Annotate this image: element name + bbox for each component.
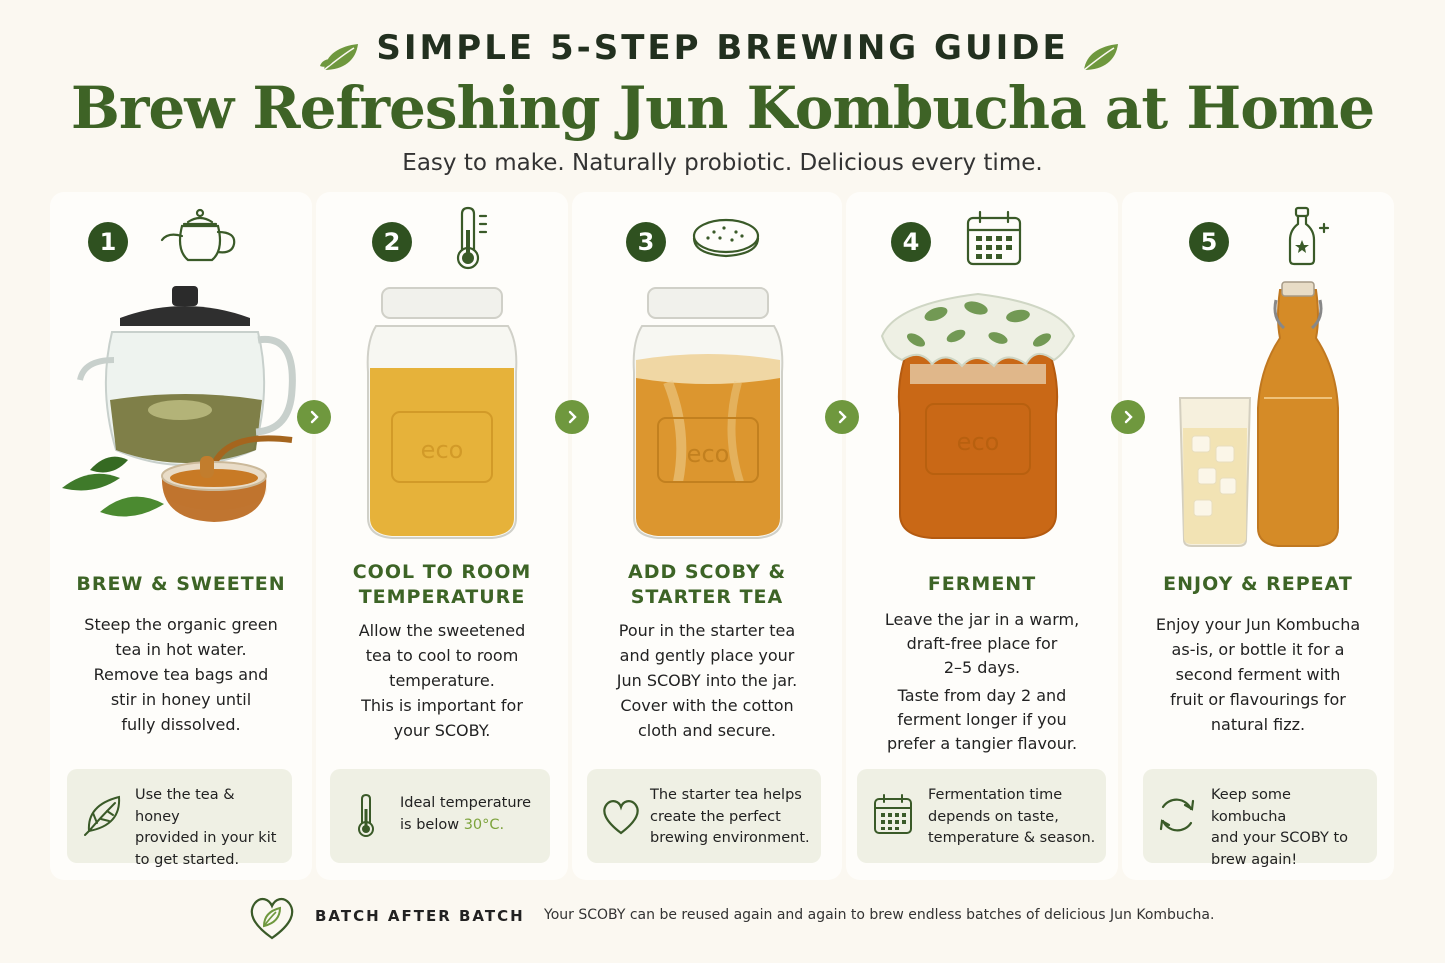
bottle-sparkle-icon bbox=[1284, 204, 1334, 266]
thermometer-icon bbox=[450, 206, 494, 270]
step-description: Leave the jar in a warm, draft-free place for 2–5 days. Taste from day 2 and ferment longer if you prefer a tangier flavour. bbox=[884, 610, 1080, 753]
glass-teapot-illustration bbox=[60, 280, 300, 540]
chevron-right-icon bbox=[825, 400, 859, 434]
tip-card bbox=[330, 769, 550, 863]
jar-with-scoby-illustration bbox=[628, 282, 788, 542]
step-title: COOL TO ROOM TEMPERATURE bbox=[352, 561, 532, 608]
leaf-icon bbox=[81, 791, 125, 839]
step-number: 2 bbox=[372, 222, 412, 262]
step-number: 3 bbox=[626, 222, 666, 262]
step-2 bbox=[316, 192, 568, 880]
step-4 bbox=[846, 192, 1118, 880]
tip-text: Ideal temperature is below 30°C. bbox=[400, 795, 532, 833]
step-5 bbox=[1122, 192, 1394, 880]
teapot-icon bbox=[158, 206, 242, 270]
tip-card bbox=[67, 769, 292, 868]
tip-card bbox=[1143, 769, 1377, 868]
tip-text: Use the tea & honey provided in your kit to get started. bbox=[135, 787, 277, 868]
jar-label: eco bbox=[420, 436, 464, 464]
step-description: Allow the sweetened tea to cool to room temperature. This is important for your SCOBY. bbox=[358, 621, 526, 740]
chevron-right-icon bbox=[1111, 400, 1145, 434]
glass-and-bottle-illustration bbox=[1176, 278, 1346, 548]
tip-card bbox=[587, 769, 821, 863]
heart-icon bbox=[599, 793, 643, 841]
step-title: FERMENT bbox=[927, 573, 1037, 595]
step-title: ADD SCOBY & STARTER TEA bbox=[627, 561, 787, 608]
header bbox=[0, 0, 1445, 190]
scoby-icon bbox=[690, 214, 762, 264]
calendar-icon bbox=[871, 791, 915, 839]
covered-fermenting-jar-illustration bbox=[876, 284, 1080, 544]
jar-label: eco bbox=[956, 428, 1000, 456]
step-description: Enjoy your Jun Kombucha as-is, or bottle it for a second ferment with fruit or flavourings for natural fizz. bbox=[1155, 615, 1361, 734]
refresh-icon bbox=[1155, 791, 1199, 839]
footer-title: BATCH AFTER BATCH bbox=[315, 907, 525, 925]
page-title: Brew Refreshing Jun Kombucha at Home bbox=[70, 74, 1375, 142]
chevron-right-icon bbox=[555, 400, 589, 434]
tip-text: Keep some kombucha and your SCOBY to brew again! bbox=[1211, 787, 1349, 868]
step-1 bbox=[50, 192, 312, 880]
step-title: BREW & SWEETEN bbox=[76, 573, 286, 595]
heart-leaf-icon bbox=[246, 892, 298, 942]
step-description: Pour in the starter tea and gently place your Jun SCOBY into the jar. Cover with the cotton cloth and secure. bbox=[616, 621, 798, 740]
thermometer-icon bbox=[344, 791, 388, 839]
step-3 bbox=[572, 192, 842, 880]
tip-text: The starter tea helps create the perfect brewing environment. bbox=[650, 787, 810, 846]
jar-label: eco bbox=[686, 440, 730, 468]
temperature-highlight: 30°C. bbox=[463, 816, 505, 833]
step-number: 4 bbox=[891, 222, 931, 262]
step-description: Steep the organic green tea in hot water. Remove tea bags and stir in honey until fully dissolved. bbox=[84, 615, 278, 734]
footer bbox=[0, 890, 1445, 950]
calendar-icon bbox=[964, 208, 1024, 268]
tip-card bbox=[857, 769, 1106, 863]
step-number: 5 bbox=[1189, 222, 1229, 262]
jar-sweetened-tea-illustration bbox=[362, 282, 522, 542]
subtitle: Easy to make. Naturally probiotic. Delicious every time. bbox=[402, 150, 1043, 176]
step-number: 1 bbox=[88, 222, 128, 262]
kicker: SIMPLE 5-STEP BREWING GUIDE bbox=[376, 28, 1069, 68]
step-title: ENJOY & REPEAT bbox=[1163, 573, 1353, 595]
tip-text: Fermentation time depends on taste, temperature & season. bbox=[928, 787, 1096, 846]
chevron-right-icon bbox=[297, 400, 331, 434]
footer-text: Your SCOBY can be reused again and again to brew endless batches of delicious Jun Kombucha. bbox=[544, 907, 1215, 923]
